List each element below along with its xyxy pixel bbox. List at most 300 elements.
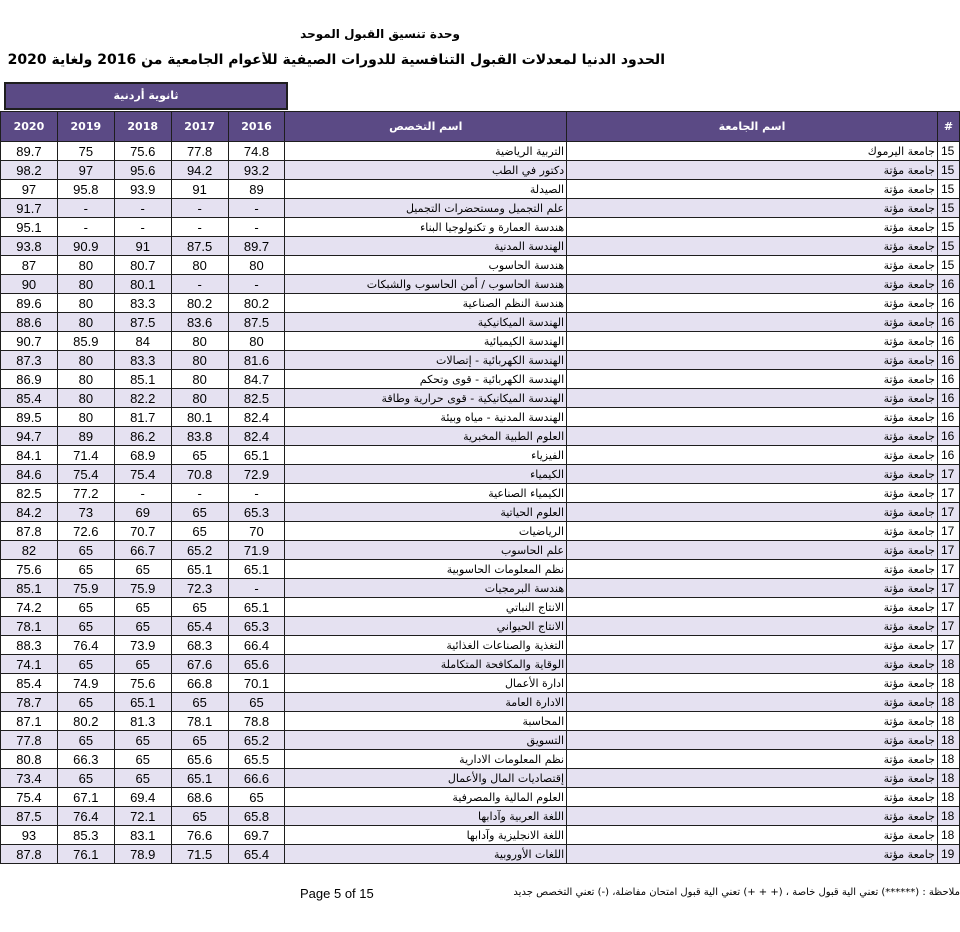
- table-header-row: [1, 112, 960, 142]
- cell-university: جامعة مؤتة: [567, 712, 938, 731]
- cell-2016: 69.7: [228, 826, 285, 845]
- cell-2017: 65: [171, 807, 228, 826]
- cell-2020: 86.9: [1, 370, 58, 389]
- table-row: [1, 769, 960, 788]
- cell-number: 18: [937, 769, 959, 788]
- cell-2020: 85.4: [1, 389, 58, 408]
- cell-university: جامعة مؤتة: [567, 237, 938, 256]
- cell-2020: 85.4: [1, 674, 58, 693]
- cell-university: جامعة مؤتة: [567, 522, 938, 541]
- cell-2017: -: [171, 199, 228, 218]
- cell-university: جامعة مؤتة: [567, 845, 938, 864]
- cell-number: 16: [937, 427, 959, 446]
- col-header-2017: 2017: [171, 112, 228, 142]
- cell-2016: 74.8: [228, 142, 285, 161]
- cell-2018: 95.6: [114, 161, 171, 180]
- cell-university: جامعة مؤتة: [567, 693, 938, 712]
- cell-major: الوقاية والمكافحة المتكاملة: [285, 655, 567, 674]
- cell-university: جامعة مؤتة: [567, 332, 938, 351]
- cell-2018: 75.6: [114, 674, 171, 693]
- cell-2016: 82.4: [228, 427, 285, 446]
- cell-2020: 88.3: [1, 636, 58, 655]
- cell-number: 16: [937, 313, 959, 332]
- cell-2018: 85.1: [114, 370, 171, 389]
- cell-2017: 65.1: [171, 769, 228, 788]
- cell-2020: 80.8: [1, 750, 58, 769]
- cell-major: الانتاج النباتي: [285, 598, 567, 617]
- cell-university: جامعة مؤتة: [567, 598, 938, 617]
- table-row: [1, 256, 960, 275]
- cell-2019: 76.4: [57, 807, 114, 826]
- cell-major: هندسة العمارة و تكنولوجيا البناء: [285, 218, 567, 237]
- table-row: [1, 313, 960, 332]
- cell-2016: 65: [228, 693, 285, 712]
- cell-university: جامعة مؤتة: [567, 636, 938, 655]
- cell-2018: 65: [114, 598, 171, 617]
- cell-number: 16: [937, 389, 959, 408]
- cell-major: اللغات الأوروبية: [285, 845, 567, 864]
- cell-2016: 80: [228, 256, 285, 275]
- cell-2016: -: [228, 199, 285, 218]
- cell-major: الرياضيات: [285, 522, 567, 541]
- cell-2020: 87: [1, 256, 58, 275]
- cell-university: جامعة مؤتة: [567, 427, 938, 446]
- cell-university: جامعة مؤتة: [567, 465, 938, 484]
- cell-2018: 75.6: [114, 142, 171, 161]
- cell-2018: 65: [114, 769, 171, 788]
- cell-university: جامعة مؤتة: [567, 199, 938, 218]
- cell-2018: -: [114, 218, 171, 237]
- table-row: [1, 750, 960, 769]
- cell-2016: -: [228, 275, 285, 294]
- cell-2016: 65.3: [228, 503, 285, 522]
- cell-major: هندسة الحاسوب / أمن الحاسوب والشبكات: [285, 275, 567, 294]
- admission-table: [0, 111, 960, 864]
- cell-2017: 65: [171, 731, 228, 750]
- col-header-2016: 2016: [228, 112, 285, 142]
- cell-number: 17: [937, 484, 959, 503]
- cell-university: جامعة مؤتة: [567, 180, 938, 199]
- cell-number: 15: [937, 237, 959, 256]
- cell-2016: 65.1: [228, 446, 285, 465]
- cell-2016: 89: [228, 180, 285, 199]
- cell-2018: 87.5: [114, 313, 171, 332]
- cell-2020: 73.4: [1, 769, 58, 788]
- cell-2020: 93: [1, 826, 58, 845]
- cell-number: 16: [937, 332, 959, 351]
- cell-2020: 87.8: [1, 845, 58, 864]
- cell-2018: 80.7: [114, 256, 171, 275]
- cell-2016: 80: [228, 332, 285, 351]
- cell-number: 16: [937, 275, 959, 294]
- cell-2020: 75.6: [1, 560, 58, 579]
- cell-number: 16: [937, 351, 959, 370]
- cell-2017: 66.8: [171, 674, 228, 693]
- cell-major: الهندسة الكيميائية: [285, 332, 567, 351]
- cell-number: 15: [937, 142, 959, 161]
- table-row: [1, 712, 960, 731]
- cell-2018: 65: [114, 560, 171, 579]
- cell-2018: 65: [114, 731, 171, 750]
- table-row: [1, 408, 960, 427]
- cell-major: الهندسة المدنية - مياه وبيئة: [285, 408, 567, 427]
- cell-major: الفيزياء: [285, 446, 567, 465]
- table-row: [1, 560, 960, 579]
- cell-number: 17: [937, 541, 959, 560]
- cell-university: جامعة مؤتة: [567, 161, 938, 180]
- cell-major: الهندسة الميكانيكية - قوى حرارية وطاقة: [285, 389, 567, 408]
- cell-2020: 94.7: [1, 427, 58, 446]
- cell-university: جامعة مؤتة: [567, 788, 938, 807]
- cell-major: الانتاج الحيواني: [285, 617, 567, 636]
- cell-number: 17: [937, 636, 959, 655]
- cell-university: جامعة مؤتة: [567, 446, 938, 465]
- table-row: [1, 845, 960, 864]
- table-row: [1, 332, 960, 351]
- cell-2019: 80: [57, 294, 114, 313]
- cell-number: 18: [937, 807, 959, 826]
- cell-2016: 65.6: [228, 655, 285, 674]
- cell-university: جامعة مؤتة: [567, 408, 938, 427]
- table-row: [1, 446, 960, 465]
- cell-2019: 75.9: [57, 579, 114, 598]
- cell-2016: 70: [228, 522, 285, 541]
- cell-number: 15: [937, 256, 959, 275]
- cell-2019: 77.2: [57, 484, 114, 503]
- cell-major: هندسة البرمجيات: [285, 579, 567, 598]
- cell-2019: 73: [57, 503, 114, 522]
- cell-2018: 65: [114, 655, 171, 674]
- cell-2020: 89.7: [1, 142, 58, 161]
- cell-major: دكتور في الطب: [285, 161, 567, 180]
- cell-major: الهندسة الميكانيكية: [285, 313, 567, 332]
- cell-2020: 98.2: [1, 161, 58, 180]
- cell-2020: 89.6: [1, 294, 58, 313]
- cell-2019: 80.2: [57, 712, 114, 731]
- table-row: [1, 522, 960, 541]
- cell-2019: 65: [57, 598, 114, 617]
- cell-2018: 68.9: [114, 446, 171, 465]
- table-row: [1, 351, 960, 370]
- cell-2017: 68.6: [171, 788, 228, 807]
- cell-major: علم الحاسوب: [285, 541, 567, 560]
- cell-university: جامعة اليرموك: [567, 142, 938, 161]
- cell-major: هندسة النظم الصناعية: [285, 294, 567, 313]
- cell-2019: 80: [57, 351, 114, 370]
- cell-2018: 69.4: [114, 788, 171, 807]
- cell-major: التربية الرياضية: [285, 142, 567, 161]
- cell-2020: 90.7: [1, 332, 58, 351]
- cell-university: جامعة مؤتة: [567, 807, 938, 826]
- cell-university: جامعة مؤتة: [567, 351, 938, 370]
- cell-2017: -: [171, 484, 228, 503]
- cell-2018: 69: [114, 503, 171, 522]
- cell-major: هندسة الحاسوب: [285, 256, 567, 275]
- cell-2017: 68.3: [171, 636, 228, 655]
- cell-2018: 73.9: [114, 636, 171, 655]
- cell-2017: 77.8: [171, 142, 228, 161]
- cell-major: العلوم المالية والمصرفية: [285, 788, 567, 807]
- cell-university: جامعة مؤتة: [567, 731, 938, 750]
- cell-number: 18: [937, 674, 959, 693]
- cell-2017: -: [171, 275, 228, 294]
- cell-2016: 70.1: [228, 674, 285, 693]
- cell-university: جامعة مؤتة: [567, 484, 938, 503]
- cell-2016: 65.5: [228, 750, 285, 769]
- cell-university: جامعة مؤتة: [567, 294, 938, 313]
- cell-2017: -: [171, 218, 228, 237]
- cell-university: جامعة مؤتة: [567, 579, 938, 598]
- cell-2019: 95.8: [57, 180, 114, 199]
- org-title: وحدة تنسيق القبول الموحد: [300, 27, 460, 41]
- cell-2020: 82: [1, 541, 58, 560]
- cell-2016: 66.4: [228, 636, 285, 655]
- cell-2019: -: [57, 199, 114, 218]
- cell-2017: 65.4: [171, 617, 228, 636]
- cell-2016: 72.9: [228, 465, 285, 484]
- cell-2017: 65: [171, 522, 228, 541]
- cell-number: 18: [937, 693, 959, 712]
- cell-2017: 83.6: [171, 313, 228, 332]
- table-row: [1, 161, 960, 180]
- table-row: [1, 655, 960, 674]
- cell-major: نظم المعلومات الحاسوبية: [285, 560, 567, 579]
- cell-2020: 93.8: [1, 237, 58, 256]
- cell-2018: 80.1: [114, 275, 171, 294]
- cell-university: جامعة مؤتة: [567, 769, 938, 788]
- cell-university: جامعة مؤتة: [567, 313, 938, 332]
- cell-number: 17: [937, 617, 959, 636]
- cell-number: 19: [937, 845, 959, 864]
- cell-2018: 78.9: [114, 845, 171, 864]
- cell-2017: 72.3: [171, 579, 228, 598]
- cell-2018: 83.1: [114, 826, 171, 845]
- cell-2017: 70.8: [171, 465, 228, 484]
- cell-university: جامعة مؤتة: [567, 218, 938, 237]
- cell-2019: 80: [57, 275, 114, 294]
- cell-2019: 65: [57, 731, 114, 750]
- cell-university: جامعة مؤتة: [567, 503, 938, 522]
- cell-2020: 84.1: [1, 446, 58, 465]
- cell-major: التسويق: [285, 731, 567, 750]
- cell-number: 16: [937, 294, 959, 313]
- cell-2017: 80: [171, 256, 228, 275]
- table-row: [1, 598, 960, 617]
- cell-2018: 66.7: [114, 541, 171, 560]
- cell-university: جامعة مؤتة: [567, 655, 938, 674]
- cell-number: 15: [937, 199, 959, 218]
- cell-2020: 75.4: [1, 788, 58, 807]
- cell-2020: 91.7: [1, 199, 58, 218]
- table-row: [1, 731, 960, 750]
- cell-number: 18: [937, 731, 959, 750]
- cell-2020: 74.2: [1, 598, 58, 617]
- cell-2018: 72.1: [114, 807, 171, 826]
- cell-major: الادارة العامة: [285, 693, 567, 712]
- cell-number: 15: [937, 161, 959, 180]
- cell-2017: 65: [171, 503, 228, 522]
- table-row: [1, 275, 960, 294]
- cell-number: 16: [937, 370, 959, 389]
- cell-2019: 75: [57, 142, 114, 161]
- cell-2019: 65: [57, 655, 114, 674]
- cell-2019: 80: [57, 389, 114, 408]
- table-row: [1, 579, 960, 598]
- cell-2018: 70.7: [114, 522, 171, 541]
- cell-2017: 83.8: [171, 427, 228, 446]
- col-header-2019: 2019: [57, 112, 114, 142]
- cell-2019: 65: [57, 693, 114, 712]
- cell-2018: 65: [114, 617, 171, 636]
- col-header-number: #: [937, 112, 959, 142]
- cell-2016: 81.6: [228, 351, 285, 370]
- cell-2020: 78.1: [1, 617, 58, 636]
- cell-major: ادارة الأعمال: [285, 674, 567, 693]
- table-row: [1, 180, 960, 199]
- cell-number: 17: [937, 560, 959, 579]
- cell-2016: 78.8: [228, 712, 285, 731]
- table-row: [1, 389, 960, 408]
- table-row: [1, 674, 960, 693]
- cell-2017: 94.2: [171, 161, 228, 180]
- cell-2017: 80: [171, 332, 228, 351]
- cell-2019: 80: [57, 313, 114, 332]
- cell-2017: 80: [171, 351, 228, 370]
- cell-2018: 65: [114, 750, 171, 769]
- table-row: [1, 199, 960, 218]
- cell-2019: 66.3: [57, 750, 114, 769]
- cell-2016: 89.7: [228, 237, 285, 256]
- cell-2019: 76.1: [57, 845, 114, 864]
- cell-2019: 85.3: [57, 826, 114, 845]
- cell-2016: 82.5: [228, 389, 285, 408]
- cell-2018: 83.3: [114, 351, 171, 370]
- cell-major: التغذية والصناعات الغذائية: [285, 636, 567, 655]
- cell-2017: 65: [171, 598, 228, 617]
- cell-2017: 80.1: [171, 408, 228, 427]
- table-row: [1, 218, 960, 237]
- cell-number: 15: [937, 180, 959, 199]
- col-header-2018: 2018: [114, 112, 171, 142]
- cell-major: الهندسة الكهربائية - قوى وتحكم: [285, 370, 567, 389]
- cell-2016: 65.2: [228, 731, 285, 750]
- cell-2016: 65.1: [228, 598, 285, 617]
- cell-university: جامعة مؤتة: [567, 617, 938, 636]
- table-row: [1, 617, 960, 636]
- cell-2017: 65.2: [171, 541, 228, 560]
- cell-2020: 84.6: [1, 465, 58, 484]
- cell-2017: 78.1: [171, 712, 228, 731]
- cell-major: العلوم الطبية المخبرية: [285, 427, 567, 446]
- cell-2016: 65.8: [228, 807, 285, 826]
- table-row: [1, 370, 960, 389]
- cell-2016: 87.5: [228, 313, 285, 332]
- table-body: [1, 142, 960, 864]
- cell-2020: 88.6: [1, 313, 58, 332]
- cell-major: الهندسة المدنية: [285, 237, 567, 256]
- cell-2016: 80.2: [228, 294, 285, 313]
- cell-2018: 81.3: [114, 712, 171, 731]
- cell-2018: 83.3: [114, 294, 171, 313]
- cell-number: 16: [937, 446, 959, 465]
- cell-number: 17: [937, 598, 959, 617]
- cell-2020: 95.1: [1, 218, 58, 237]
- cell-2017: 65.1: [171, 560, 228, 579]
- col-header-2020: 2020: [1, 112, 58, 142]
- cell-2020: 87.5: [1, 807, 58, 826]
- cell-major: الكيمياء الصناعية: [285, 484, 567, 503]
- cell-number: 18: [937, 712, 959, 731]
- cell-2016: 82.4: [228, 408, 285, 427]
- cell-number: 18: [937, 788, 959, 807]
- cell-number: 18: [937, 750, 959, 769]
- group-header-jordanian-secondary: ثانوية أردنية: [4, 82, 288, 110]
- cell-2020: 87.1: [1, 712, 58, 731]
- cell-university: جامعة مؤتة: [567, 560, 938, 579]
- cell-2018: 82.2: [114, 389, 171, 408]
- cell-2019: 80: [57, 408, 114, 427]
- col-header-university: اسم الجامعة: [567, 112, 938, 142]
- cell-2016: -: [228, 218, 285, 237]
- cell-2017: 80: [171, 370, 228, 389]
- table-row: [1, 465, 960, 484]
- cell-major: علم التجميل ومستحضرات التجميل: [285, 199, 567, 218]
- cell-2018: -: [114, 199, 171, 218]
- cell-2019: 72.6: [57, 522, 114, 541]
- cell-number: 15: [937, 218, 959, 237]
- page-number: Page 5 of 15: [300, 886, 374, 901]
- cell-2017: 71.5: [171, 845, 228, 864]
- cell-2017: 91: [171, 180, 228, 199]
- table-row: [1, 636, 960, 655]
- cell-2016: -: [228, 579, 285, 598]
- table-row: [1, 807, 960, 826]
- cell-2020: 78.7: [1, 693, 58, 712]
- cell-2016: 84.7: [228, 370, 285, 389]
- cell-number: 17: [937, 503, 959, 522]
- document-title: الحدود الدنيا لمعدلات القبول التنافسية للدورات الصيفية للأعوام الجامعية من 2016 ولغاية 2020: [7, 52, 665, 68]
- cell-major: الصيدلة: [285, 180, 567, 199]
- cell-2018: 93.9: [114, 180, 171, 199]
- cell-2020: 85.1: [1, 579, 58, 598]
- cell-university: جامعة مؤتة: [567, 750, 938, 769]
- cell-university: جامعة مؤتة: [567, 370, 938, 389]
- cell-2019: 85.9: [57, 332, 114, 351]
- cell-2016: 65.4: [228, 845, 285, 864]
- cell-2020: 74.1: [1, 655, 58, 674]
- table-row: [1, 142, 960, 161]
- table-row: [1, 693, 960, 712]
- table-row: [1, 788, 960, 807]
- cell-number: 16: [937, 408, 959, 427]
- cell-2018: 65.1: [114, 693, 171, 712]
- cell-2019: 80: [57, 256, 114, 275]
- cell-2019: 80: [57, 370, 114, 389]
- table-row: [1, 237, 960, 256]
- cell-2019: -: [57, 218, 114, 237]
- table-row: [1, 503, 960, 522]
- cell-2016: 93.2: [228, 161, 285, 180]
- cell-number: 18: [937, 655, 959, 674]
- cell-major: المحاسبة: [285, 712, 567, 731]
- table-row: [1, 484, 960, 503]
- cell-2017: 80: [171, 389, 228, 408]
- footnote: ملاحظة : (******) تعني الية قبول خاصة ، (+ + +) تعني الية قبول امتحان مفاضلة، (-) تعني التخصص جديد: [513, 887, 960, 898]
- cell-university: جامعة مؤتة: [567, 541, 938, 560]
- cell-2019: 75.4: [57, 465, 114, 484]
- cell-2019: 65: [57, 541, 114, 560]
- table-row: [1, 826, 960, 845]
